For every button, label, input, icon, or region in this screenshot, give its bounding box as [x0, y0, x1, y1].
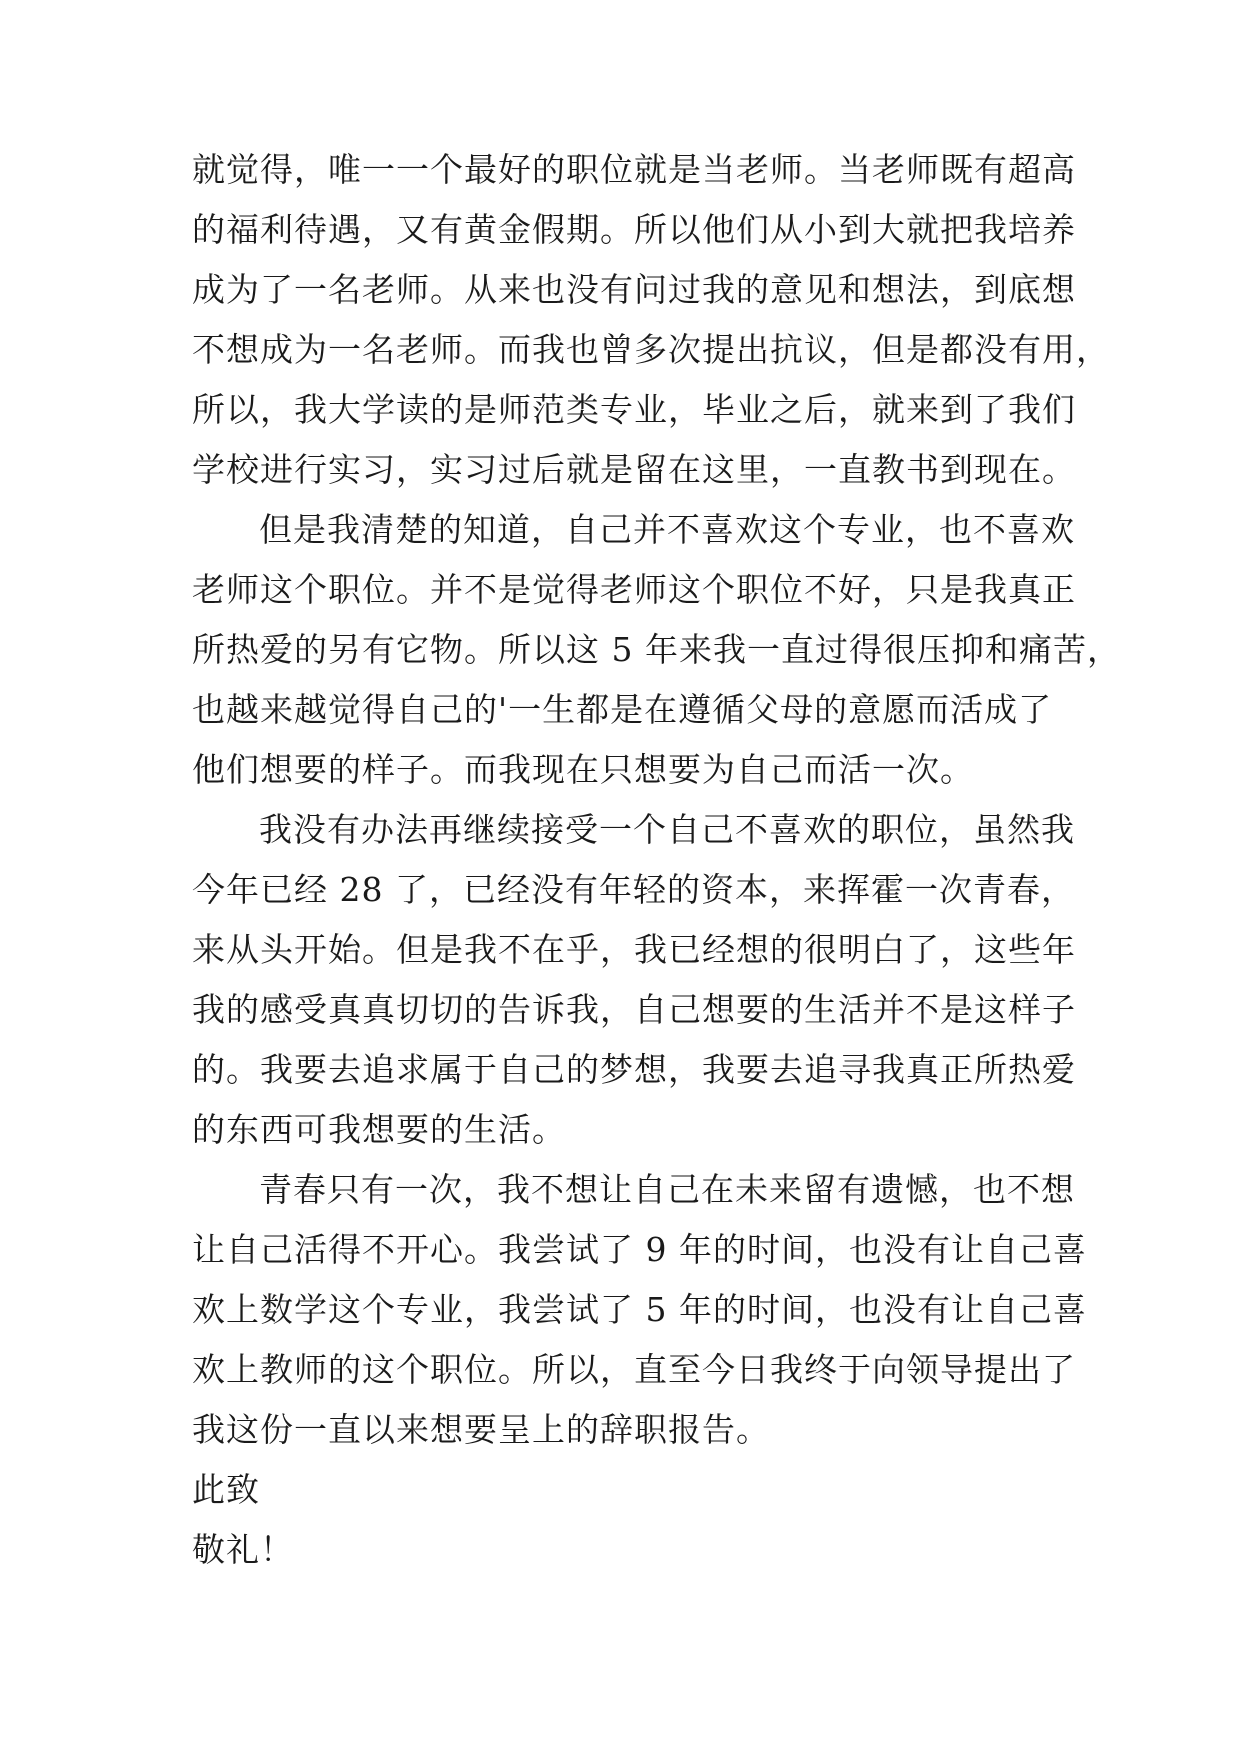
closing-regards: 敬礼！ [192, 1530, 294, 1569]
closing-salutation: 此致 [192, 1470, 260, 1509]
text-line: 所以，我大学读的是师范类专业，毕业之后，就来到了我们 [192, 390, 1076, 429]
paragraph-first-line: 青春只有一次，我不想让自己在未来留有遗憾，也不想 [259, 1170, 1075, 1209]
text-line: 不想成为一名老师。而我也曾多次提出抗议，但是都没有用， [192, 330, 1110, 369]
text-line: 的东西可我想要的生活。 [192, 1110, 566, 1149]
text-line: 的。我要去追求属于自己的梦想，我要去追寻我真正所热爱 [192, 1050, 1076, 1089]
paragraph-first-line: 但是我清楚的知道，自己并不喜欢这个专业，也不喜欢 [259, 510, 1075, 549]
text-line: 老师这个职位。并不是觉得老师这个职位不好，只是我真正 [192, 570, 1076, 609]
text-line: 让自己活得不开心。我尝试了 9 年的时间，也没有让自己喜 [192, 1230, 1087, 1269]
text-line: 就觉得，唯一一个最好的职位就是当老师。当老师既有超高 [192, 150, 1076, 189]
text-line: 也越来越觉得自己的'一生都是在遵循父母的意愿而活成了 [192, 690, 1053, 729]
text-line: 来从头开始。但是我不在乎，我已经想的很明白了，这些年 [192, 930, 1076, 969]
document-body [192, 140, 1121, 1580]
paragraph-first-line: 我没有办法再继续接受一个自己不喜欢的职位，虽然我 [259, 810, 1075, 849]
text-line: 成为了一名老师。从来也没有问过我的意见和想法，到底想 [192, 270, 1076, 309]
text-line: 的福利待遇，又有黄金假期。所以他们从小到大就把我培养 [192, 210, 1076, 249]
text-line: 他们想要的样子。而我现在只想要为自己而活一次。 [192, 750, 974, 789]
text-line: 所热爱的另有它物。所以这 5 年来我一直过得很压抑和痛苦， [192, 630, 1121, 669]
text-line: 欢上数学这个专业，我尝试了 5 年的时间，也没有让自己喜 [192, 1290, 1087, 1329]
text-line: 我这份一直以来想要呈上的辞职报告。 [192, 1410, 770, 1449]
text-line: 我的感受真真切切的告诉我，自己想要的生活并不是这样子 [192, 990, 1076, 1029]
text-line: 欢上教师的这个职位。所以，直至今日我终于向领导提出了 [192, 1350, 1076, 1389]
text-line: 今年已经 28 了，已经没有年轻的资本，来挥霍一次青春， [192, 870, 1075, 909]
text-line: 学校进行实习，实习过后就是留在这里，一直教书到现在。 [192, 450, 1076, 489]
